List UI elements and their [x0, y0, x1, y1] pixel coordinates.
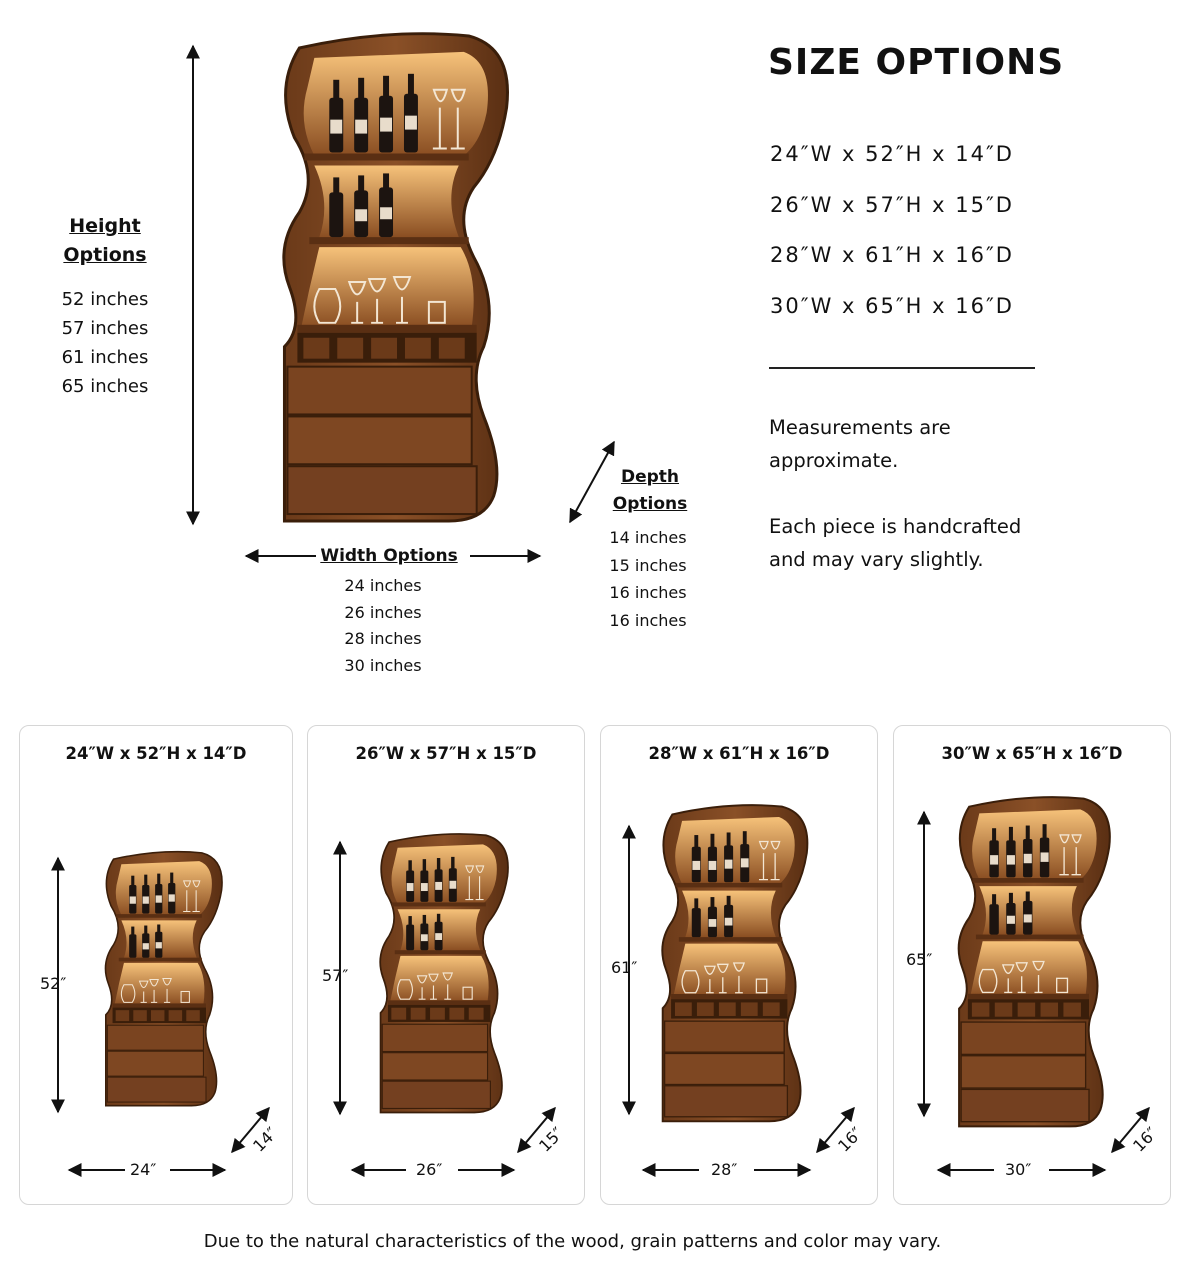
depth-value: 15 inches	[609, 555, 687, 575]
card-depth-label: 16″	[834, 1123, 867, 1156]
handcrafted-note	[769, 510, 1099, 576]
depth-label-line1: Depth	[620, 467, 680, 487]
depth-values	[598, 524, 698, 634]
height-label-line2: Options	[63, 244, 147, 266]
card-cabinet-image	[949, 784, 1124, 1139]
card-title: 26″W x 57″H x 15″D	[355, 744, 537, 763]
width-value: 24 inches	[344, 576, 422, 595]
size-card-24w[interactable]	[19, 725, 293, 1205]
width-arrow-left-icon	[242, 548, 322, 564]
height-arrow-icon	[183, 40, 203, 530]
main-cabinet-image	[268, 28, 530, 526]
height-value: 57 inches	[61, 318, 149, 339]
size-option-line: 26″W x 57″H x 15″D	[770, 193, 1014, 217]
width-options-label: Width Options	[320, 546, 458, 566]
handcrafted-note-line: Each piece is handcrafted	[769, 515, 1022, 538]
card-width-label: 28″	[711, 1160, 738, 1179]
card-height-label: 52″	[40, 974, 67, 993]
card-cabinet-image	[98, 836, 233, 1121]
width-value: 26 inches	[344, 602, 422, 622]
width-arrow-right-icon	[466, 548, 546, 564]
width-values	[318, 573, 448, 679]
size-option-line: 28″W x 61″H x 16″D	[770, 243, 1014, 267]
card-width-label: 30″	[1005, 1160, 1032, 1179]
card-depth-label: 15″	[535, 1123, 568, 1156]
handcrafted-note-line: and may vary slightly.	[769, 548, 984, 571]
card-cabinet-image	[653, 798, 821, 1128]
depth-value: 16 inches	[609, 583, 687, 602]
card-depth-label: 16″	[1129, 1123, 1162, 1156]
depth-options-label	[600, 464, 700, 518]
measurements-note	[769, 411, 1099, 477]
size-card-26w[interactable]	[307, 725, 585, 1205]
size-option-line: 30″W x 65″H x 16″D	[770, 294, 1014, 318]
height-values	[40, 285, 170, 401]
card-height-label: 57″	[322, 966, 349, 985]
footer-note: Due to the natural characteristics of the wood, grain patterns and color may vary.	[203, 1231, 942, 1252]
size-option-line: 24″W x 52″H x 14″D	[770, 142, 1014, 166]
card-height-label: 65″	[906, 950, 933, 969]
card-height-label: 61″	[611, 958, 638, 977]
divider	[769, 367, 1035, 369]
card-width-label: 24″	[130, 1160, 157, 1179]
width-value: 28 inches	[344, 629, 422, 648]
depth-label-line2: Options	[612, 494, 688, 514]
width-value: 30 inches	[344, 655, 422, 675]
card-depth-label: 14″	[249, 1123, 282, 1156]
card-title: 30″W x 65″H x 16″D	[941, 744, 1123, 763]
height-value: 52 inches	[61, 289, 149, 310]
height-label-line1: Height	[69, 215, 141, 237]
measurements-note-line: Measurements are	[769, 416, 951, 439]
card-title: 28″W x 61″H x 16″D	[648, 744, 830, 763]
size-card-28w[interactable]	[600, 725, 878, 1205]
depth-value: 16 inches	[609, 610, 687, 630]
size-card-30w[interactable]	[893, 725, 1171, 1205]
card-width-label: 26″	[416, 1160, 443, 1179]
depth-value: 14 inches	[609, 528, 687, 547]
height-value: 61 inches	[61, 347, 149, 368]
size-options-title: SIZE OPTIONS	[768, 42, 1065, 83]
card-cabinet-image	[372, 818, 520, 1128]
height-options-label	[40, 212, 170, 270]
card-title: 24″W x 52″H x 14″D	[65, 744, 247, 763]
height-value: 65 inches	[61, 376, 149, 397]
measurements-note-line: approximate.	[769, 449, 899, 472]
